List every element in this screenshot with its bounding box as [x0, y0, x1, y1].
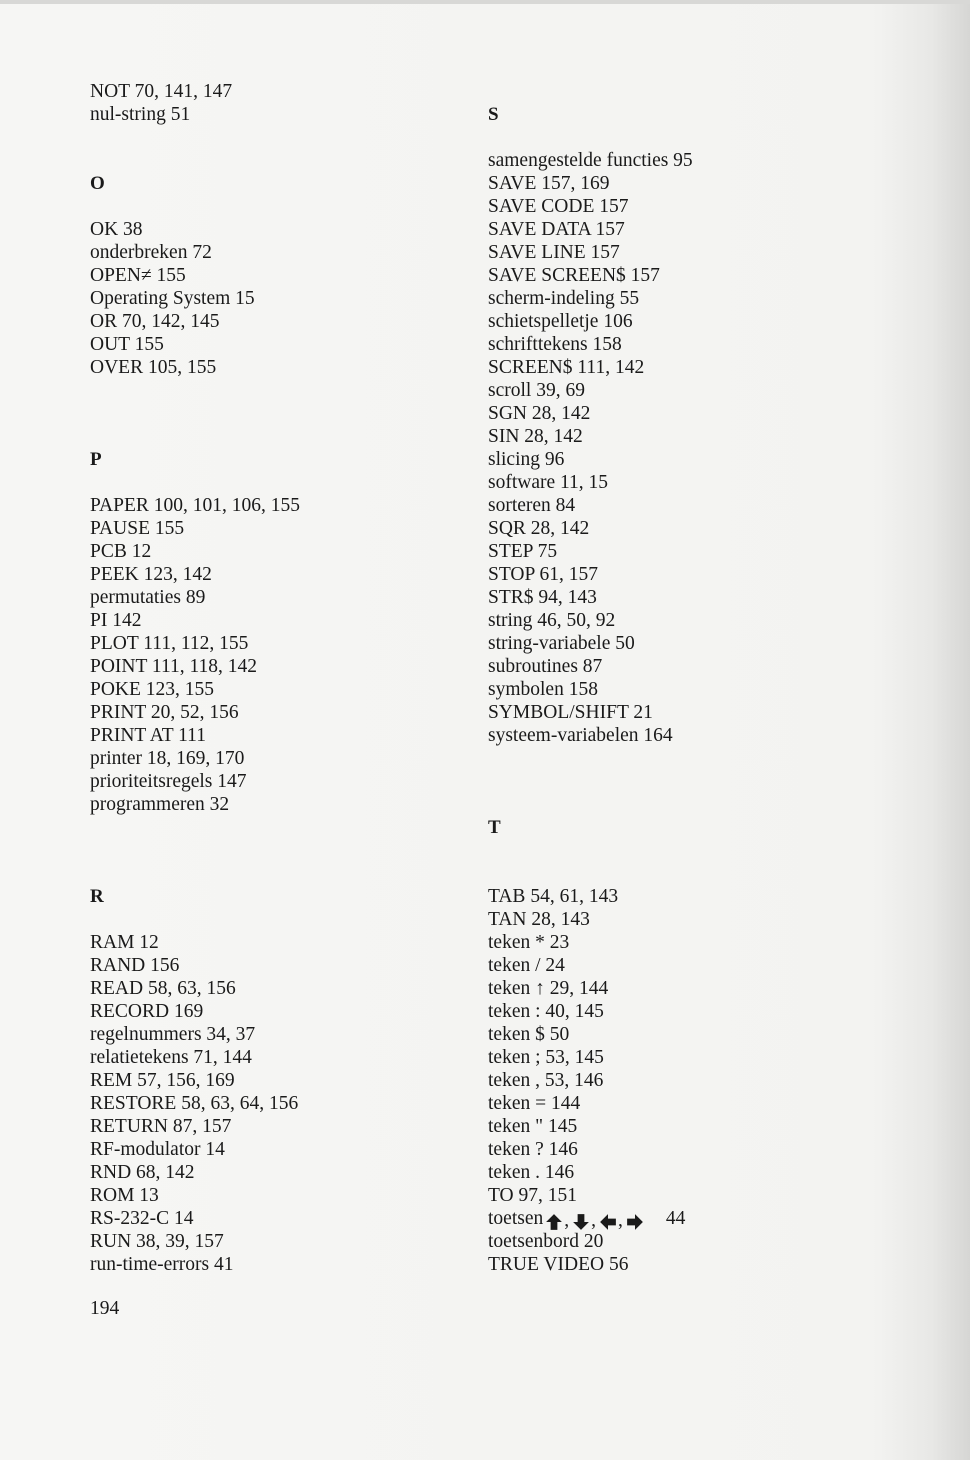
index-entry: SAVE SCREEN$ 157 — [488, 265, 660, 286]
spacer — [90, 816, 420, 839]
separator: , — [617, 1210, 623, 1231]
index-entry: PAUSE 155 — [90, 518, 185, 539]
index-entry: prioriteitsregels 147 — [90, 771, 247, 792]
index-entry: sorteren 84 — [488, 495, 576, 516]
index-entry: teken : 40, 145 — [488, 1001, 604, 1022]
section-letter: S — [488, 104, 499, 125]
right-arrow-icon — [626, 1213, 644, 1231]
index-entry: PCB 12 — [90, 541, 152, 562]
index-entry: RESTORE 58, 63, 64, 156 — [90, 1093, 299, 1114]
index-entry: PLOT 111, 112, 155 — [90, 633, 249, 654]
index-entry: permutaties 89 — [90, 587, 206, 608]
spacer — [488, 793, 818, 816]
spacer — [90, 425, 420, 448]
index-entry: SIN 28, 142 — [488, 426, 583, 447]
entry-label: toetsen — [488, 1208, 544, 1229]
index-entry: SAVE LINE 157 — [488, 242, 620, 263]
index-entry: scroll 39, 69 — [488, 380, 585, 401]
index-entry: string-variabele 50 — [488, 633, 635, 654]
section-letter: P — [90, 449, 102, 470]
index-entry: teken ? 146 — [488, 1139, 578, 1160]
index-entry: RND 68, 142 — [90, 1162, 195, 1183]
index-entry: OR 70, 142, 145 — [90, 311, 220, 332]
separator: , — [591, 1210, 596, 1231]
spacer — [488, 839, 818, 862]
index-entry: nul-string 51 — [90, 104, 191, 125]
index-entry: teken " 145 — [488, 1116, 578, 1137]
section-letter: R — [90, 886, 104, 907]
spacer — [90, 149, 420, 172]
index-entry: PEEK 123, 142 — [90, 564, 212, 585]
spacer — [90, 471, 420, 494]
left-arrow-icon — [599, 1213, 617, 1231]
index-entry: samengestelde functies 95 — [488, 150, 693, 171]
index-entry: SGN 28, 142 — [488, 403, 591, 424]
index-entry: SCREEN$ 111, 142 — [488, 357, 645, 378]
index-entry: teken / 24 — [488, 955, 565, 976]
index-entry: RECORD 169 — [90, 1001, 204, 1022]
page-top-edge — [0, 0, 970, 4]
index-entry: SAVE CODE 157 — [488, 196, 629, 217]
page-number: 194 — [90, 1298, 120, 1319]
index-entry: POINT 111, 118, 142 — [90, 656, 258, 677]
index-entry: OPEN≠ 155 — [90, 265, 186, 286]
spacer — [90, 402, 420, 425]
spacer — [90, 126, 420, 149]
spacer — [488, 747, 818, 770]
index-entry: systeem-variabelen 164 — [488, 725, 673, 746]
index-entry: STOP 61, 157 — [488, 564, 598, 585]
section-letter: T — [488, 817, 501, 838]
index-entry: PRINT AT 111 — [90, 725, 206, 746]
index-entry: RF-modulator 14 — [90, 1139, 225, 1160]
index-entry: RUN 38, 39, 157 — [90, 1231, 224, 1252]
index-entry: OVER 105, 155 — [90, 357, 217, 378]
index-entry: schietspelletje 106 — [488, 311, 633, 332]
index-entry: software 11, 15 — [488, 472, 609, 493]
spacer — [90, 862, 420, 885]
index-entry: READ 58, 63, 156 — [90, 978, 236, 999]
index-entry: STR$ 94, 143 — [488, 587, 597, 608]
spacer — [90, 195, 420, 218]
arrow-keys-group — [545, 1209, 644, 1232]
index-entry: TO 97, 151 — [488, 1185, 578, 1206]
index-entry: symbolen 158 — [488, 679, 598, 700]
section-letter: O — [90, 173, 105, 194]
index-entry: teken * 23 — [488, 932, 570, 953]
index-entry: onderbreken 72 — [90, 242, 212, 263]
index-entry: scherm-indeling 55 — [488, 288, 640, 309]
index-entry: SAVE DATA 157 — [488, 219, 625, 240]
index-entry: ROM 13 — [90, 1185, 159, 1206]
page-reference: 44 — [665, 1208, 686, 1229]
index-entry: PAPER 100, 101, 106, 155 — [90, 495, 301, 516]
index-entry: SQR 28, 142 — [488, 518, 590, 539]
index-column-left — [90, 80, 420, 1276]
index-entry: relatietekens 71, 144 — [90, 1047, 252, 1068]
index-entry: STEP 75 — [488, 541, 558, 562]
index-entry: TRUE VIDEO 56 — [488, 1254, 629, 1275]
index-entry: RAND 156 — [90, 955, 180, 976]
index-entry: TAB 54, 61, 143 — [488, 886, 619, 907]
index-entry: string 46, 50, 92 — [488, 610, 616, 631]
index-entry: RAM 12 — [90, 932, 159, 953]
index-column-right — [488, 80, 818, 1276]
index-entry: regelnummers 34, 37 — [90, 1024, 256, 1045]
spacer — [488, 126, 818, 149]
spacer — [90, 908, 420, 931]
index-entry: teken = 144 — [488, 1093, 581, 1114]
index-entry: teken ; 53, 145 — [488, 1047, 604, 1068]
index-entry: toetsenbord 20 — [488, 1231, 604, 1252]
spacer — [488, 862, 818, 885]
index-entry: PI 142 — [90, 610, 142, 631]
index-entry: printer 18, 169, 170 — [90, 748, 245, 769]
index-entry: teken , 53, 146 — [488, 1070, 604, 1091]
index-entry: teken ↑ 29, 144 — [488, 978, 609, 999]
index-entry: REM 57, 156, 169 — [90, 1070, 235, 1091]
index-entry: POKE 123, 155 — [90, 679, 215, 700]
separator: , — [564, 1210, 570, 1231]
index-entry: teken $ 50 — [488, 1024, 570, 1045]
index-entry: PRINT 20, 52, 156 — [90, 702, 239, 723]
index-entry: RETURN 87, 157 — [90, 1116, 232, 1137]
index-entry: Operating System 15 — [90, 288, 255, 309]
index-entry: schrifttekens 158 — [488, 334, 622, 355]
index-entry: RS-232-C 14 — [90, 1208, 194, 1229]
index-entry: subroutines 87 — [488, 656, 603, 677]
index-entry: TAN 28, 143 — [488, 909, 590, 930]
index-entry: programmeren 32 — [90, 794, 230, 815]
spacer — [90, 839, 420, 862]
index-entry: NOT 70, 141, 147 — [90, 81, 233, 102]
spacer — [488, 770, 818, 793]
index-entry-arrow-keys — [488, 1207, 818, 1230]
up-arrow-icon — [545, 1213, 563, 1231]
index-entry: OK 38 — [90, 219, 143, 240]
index-entry: SYMBOL/SHIFT 21 — [488, 702, 653, 723]
index-entry: OUT 155 — [90, 334, 164, 355]
index-entry: run-time-errors 41 — [90, 1254, 234, 1275]
index-entry: teken . 146 — [488, 1162, 575, 1183]
down-arrow-icon — [572, 1213, 590, 1231]
index-entry: slicing 96 — [488, 449, 565, 470]
spacer — [90, 379, 420, 402]
spacer — [488, 80, 818, 103]
index-entry: SAVE 157, 169 — [488, 173, 610, 194]
